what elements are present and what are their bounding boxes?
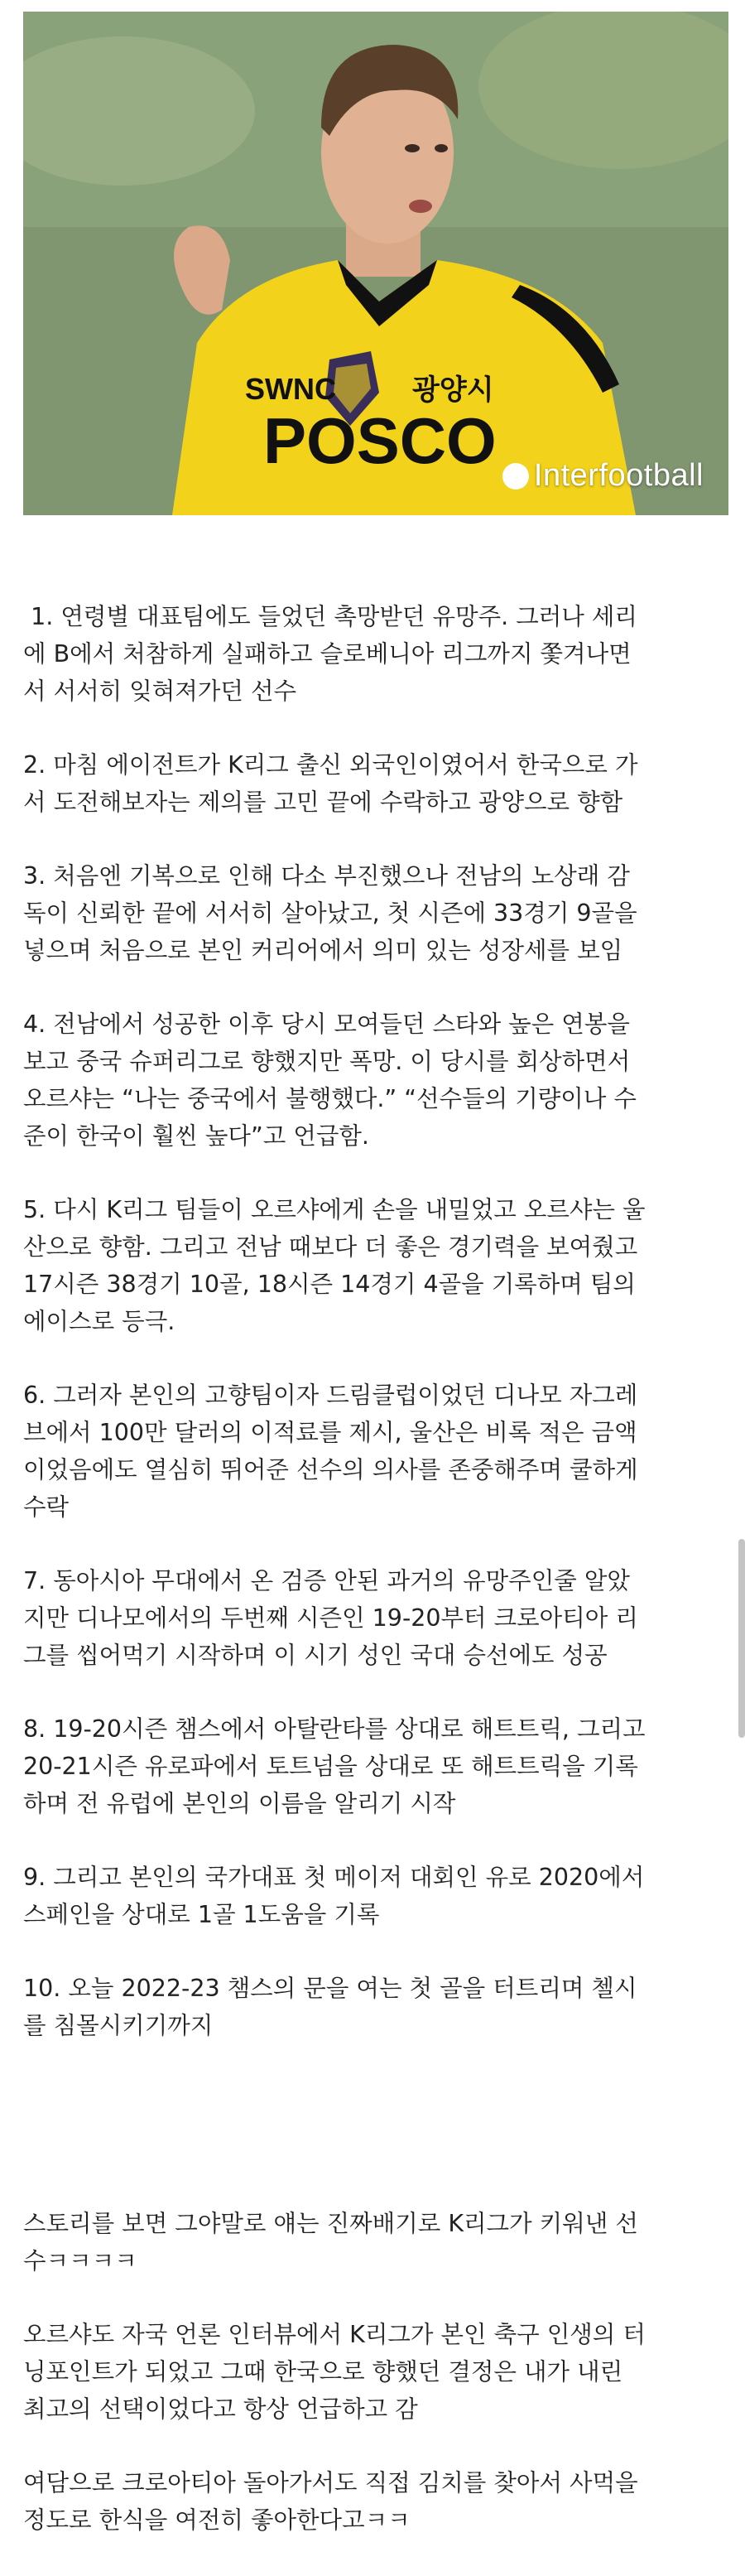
- watermark: [502, 458, 704, 494]
- comment-paragraph-1: 스토리를 보면 그야말로 얘는 진짜배기로 K리그가 키워낸 선 수ㅋㅋㅋㅋ: [23, 2210, 638, 2275]
- jersey-sponsor-text: POSCO: [263, 404, 497, 477]
- paragraph-6: 6. 그러자 본인의 고향팀이자 드림클럽이었던 디나모 자그레 브에서 100만 달러의 이적료를 제시, 울산은 비록 적은 금액 이었음에도 열심히 뛰어준 선수의 의사를 존중해주며 쿨하게 수락: [23, 1382, 638, 1521]
- scrollbar-thumb[interactable]: [738, 1539, 745, 1738]
- interfootball-logo-icon: [502, 463, 529, 490]
- comment-paragraph-2: 오르샤도 자국 언론 인터뷰에서 K리그가 본인 축구 인생의 터 닝포인트가 되었고 그때 한국으로 향했던 결정은 내가 내린 최고의 선택이었다고 항상 언급하고 감: [23, 2321, 646, 2423]
- paragraph-2: 2. 마침 에이전트가 K리그 출신 외국인이였어서 한국으로 가 서 도전해보자는 제의를 고민 끝에 수락하고 광양으로 향함: [23, 751, 638, 816]
- jersey-city-text: 광양시: [412, 374, 494, 407]
- watermark-text: Interfootball: [533, 458, 704, 493]
- jersey-sub-sponsor: SWNC: [245, 372, 336, 406]
- comment-paragraph-3: 여담으로 크로아티아 돌아가서도 직접 김치를 찾아서 사먹을 정도로 한식을 여전히 좋아한다고ㅋㅋ: [23, 2469, 638, 2534]
- paragraph-10: 10. 오늘 2022-23 챔스의 문을 여는 첫 골을 터트리며 첼시 를 침몰시키기까지: [23, 1975, 637, 2039]
- paragraph-4: 4. 전남에서 성공한 이후 당시 모여들던 스타와 높은 연봉을 보고 중국 슈퍼리그로 향했지만 폭망. 이 당시를 회상하면서 오르샤는 “나는 중국에서 불행했다.” “선수들의 기량이나 수 준이 한국이 훨씬 높다”고 언급함.: [23, 1011, 637, 1150]
- paragraph-3: 3. 처음엔 기복으로 인해 다소 부진했으나 전남의 노상래 감 독이 신뢰한 끝에 서서히 살아났고, 첫 시즌에 33경기 9골을 넣으며 처음으로 본인 커리어에서 의미 있는 성장세를 보임: [23, 862, 637, 964]
- spacer: [23, 2081, 723, 2205]
- player-photo: [23, 12, 728, 515]
- paragraph-7: 7. 동아시아 무대에서 온 검증 안된 과거의 유망주인줄 알았 지만 디나모에서의 두번째 시즌인 19-20부터 크로아티아 리 그를 씹어먹기 시작하며 이 시기 성인 국대 승선에도 성공: [23, 1567, 638, 1669]
- player-illustration: [23, 12, 728, 515]
- paragraph-5: 5. 다시 K리그 팀들이 오르샤에게 손을 내밀었고 오르샤는 울 산으로 향함. 그리고 전남 때보다 더 좋은 경기력을 보여줬고 17시즌 38경기 10골, 18시즌 14경기 4골을 기록하며 팀의 에이스로 등극.: [23, 1196, 646, 1335]
- paragraph-9: 9. 그리고 본인의 국가대표 첫 메이저 대회인 유로 2020에서 스페인을 상대로 1골 1도움을 기록: [23, 1864, 645, 1928]
- paragraph-1: 1. 연령별 대표팀에도 들었던 촉망받던 유망주. 그러나 세리 에 B에서 처참하게 실패하고 슬로베니아 리그까지 쫓겨나면 서 서서히 잊혀져가던 선수: [23, 603, 637, 705]
- article-body: [23, 598, 723, 2575]
- paragraph-8: 8. 19-20시즌 챔스에서 아탈란타를 상대로 해트트릭, 그리고 20-21시즌 유로파에서 토트넘을 상대로 또 해트트릭을 기록 하며 전 유럽에 본인의 이름을 알리기 시작: [23, 1715, 646, 1817]
